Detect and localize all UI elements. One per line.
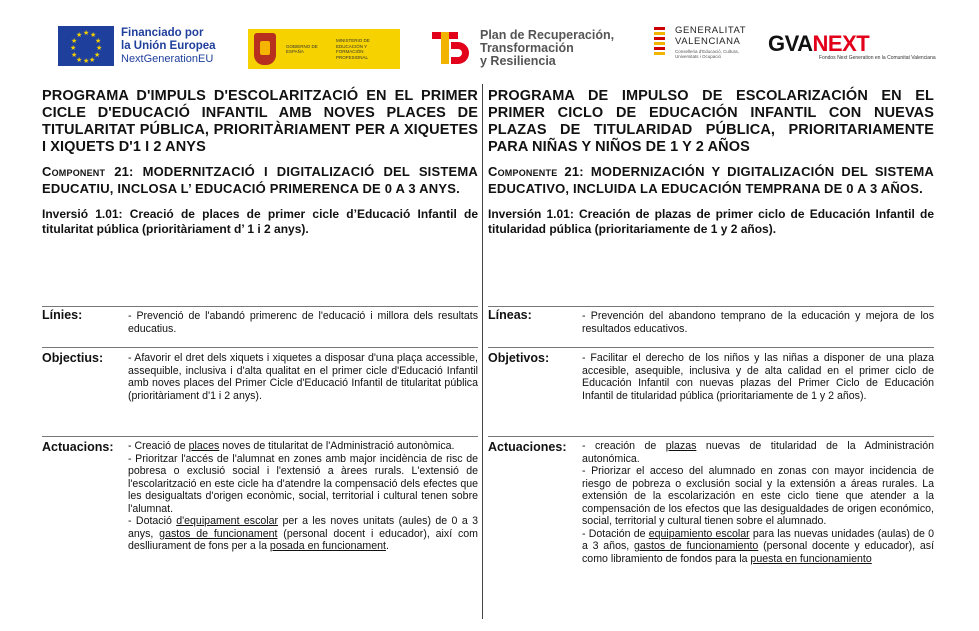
action-text: - Creació de [128, 440, 189, 452]
objectives-text: - Afavorir el dret dels xiquets i xiquetes a disposar d'una plaça accessible, assequible, inclusiva i d'alta qualitat en el primer cicle d'Educació Infantil amb noves places del Primer Cicle d'Educació Infantil de titularitat pública (prioritàriament d'1 i 2 anys). [128, 352, 478, 402]
actions-label: Actuacions: [42, 440, 114, 454]
prtr-line-3: y Resiliencia [480, 53, 556, 68]
lines-label: Línies: [42, 308, 83, 322]
action-item [582, 528, 934, 566]
action-text: - Dotación de [582, 527, 649, 540]
action-text: nuevas de titularidad de la Administración autonómica. [582, 440, 934, 465]
tr-mark-icon [432, 28, 472, 68]
action-text: para las nuevas unidades (aulas) de 0 a 3 años, [582, 527, 935, 552]
action-item [128, 440, 478, 453]
action-text: - Dotació [128, 515, 177, 527]
action-text: (personal docent i educador), així com deslliurament de fons per a la [128, 527, 478, 552]
gvanext-sub: Fondos Next Generation en la Comunitat Valenciana [819, 55, 936, 61]
lines-text: - Prevenció de l'abandó primerenc de l'educació i millora dels resultats educatius. [128, 310, 478, 335]
eu-flag-icon: ★ ★ ★ ★ ★ ★ ★ ★ ★ ★ ★ ★ [58, 26, 114, 66]
coat-of-arms-icon [254, 33, 276, 65]
action-item: - Prioritzar l'accés de l'alumnat en zones amb major incidència de risc de pobresa o exclusió social i l'extensió a àrees rurals. L'extensió de l'escolarització en este cicle ha d'atendre la compensació dels efectes que les desigualtats d'origen econòmic, social, territorial i cultural tenen sobre l'alumnat. [128, 452, 478, 515]
eu-logo [58, 26, 216, 66]
action-item: - Priorizar el acceso del alumnado en zonas con mayor incidencia de riesgo de pobreza o exclusión social y la extensión a áreas rurales. La extensión de la escolarización en este ciclo tiene que atender a la compensación de los efectos que las desigualdades de origen económico, social, territorial y cultural tienen sobre el alumnado. [582, 465, 934, 527]
actions-text [582, 440, 934, 565]
action-underlined: puesta en funcionamiento [750, 552, 872, 565]
investment-heading: Inversió 1.01: Creació de places de primer cicle d’Educació Infantil de titularitat pública (prioritàriament d’ 1 i 2 anys). [42, 207, 478, 236]
actions-text [128, 440, 478, 553]
valencian-column [42, 88, 479, 552]
gva-line-2: VALENCIANA [675, 36, 741, 47]
action-underlined: plazas [665, 440, 697, 452]
component-rest: 21: MODERNITZACIÓ I DIGITALIZACIÓ DEL SISTEMA EDUCATIU, INCLOSA L’ EDUCACIÓ PRIMERENCA DE 0 A 3 ANYS. [42, 164, 478, 196]
gob-line-1: GOBIERNO DE ESPAÑA [286, 43, 318, 54]
action-underlined: d'equipament escolar [176, 515, 279, 527]
action-underlined: gastos de funcionamiento [633, 540, 759, 552]
gvanext-b: NEXT [812, 31, 870, 56]
objectives-text: - Facilitar el derecho de los niños y las niñas a disponer de una plaza accesible, asequible, inclusiva y de alta calidad en el primer ciclo de Educación Infantil con nuevas plazas del Primer Ciclo de Educación Infantil de titularidad pública (prioritariamente de 1 y 2 años). [582, 352, 934, 402]
row-separator [42, 347, 478, 348]
row-separator [42, 306, 478, 307]
action-text: - creación de [582, 440, 666, 452]
program-title: PROGRAMA D'IMPULS D'ESCOLARITZACIÓ EN EL PRIMER CICLE D'EDUCACIÓ INFANTIL AMB NOVES PLACES DE TITULARITAT PÚBLICA, PRIORITÀRIAMENT PER A XIQUETES I XIQUETS D'1 I 2 ANYS [42, 88, 478, 155]
action-item [582, 440, 934, 465]
generalitat-logo [652, 25, 755, 59]
objectives-label: Objectius: [42, 351, 104, 365]
gobierno-logo [248, 29, 400, 69]
action-underlined: equipamiento escolar [648, 527, 750, 540]
action-underlined: posada en funcionament [269, 540, 386, 552]
eu-line-3: NextGenerationEU [121, 52, 214, 65]
action-text: noves de titularitat de l'Administració autonòmica. [219, 440, 455, 452]
component-prefix: Component [42, 164, 106, 179]
investment-heading: Inversión 1.01: Creación de plazas de primer ciclo de Educación Infantil de titularidad pública (prioritariamente de 1 y 2 años). [488, 207, 934, 236]
action-text: per a les noves unitats (aules) de 0 a 3 anys, [128, 515, 479, 540]
component-prefix: Componente [488, 164, 558, 179]
component-rest: 21: MODERNIZACIÓN Y DIGITALIZACIÓN DEL SISTEMA EDUCATIVO, INCLUIDA LA EDUCACIÓN TEMPRANA DE 0 A 3 AÑOS. [488, 164, 934, 196]
logo-bar [0, 0, 979, 82]
eu-line-1: Financiado por [121, 26, 204, 39]
column-divider [482, 84, 483, 619]
row-separator [488, 306, 934, 307]
component-heading [488, 163, 934, 197]
row-separator [488, 436, 934, 437]
action-item [128, 515, 478, 553]
action-underlined: places [188, 440, 220, 452]
action-text: (personal docente y educador), así como libramiento de fondos para la [582, 540, 935, 565]
lines-label: Líneas: [488, 308, 532, 322]
gvanext-logo [768, 33, 936, 61]
actions-label: Actuaciones: [488, 440, 567, 454]
action-text: . [385, 540, 389, 552]
lines-text: - Prevención del abandono temprano de la educación y mejora de los resultados educativos. [582, 310, 934, 335]
gva-shield-icon [652, 25, 667, 59]
gva-line-1: GENERALITAT [675, 25, 747, 36]
row-separator [488, 347, 934, 348]
action-underlined: gastos de funcionament [159, 527, 278, 540]
program-title: PROGRAMA DE IMPULSO DE ESCOLARIZACIÓN EN EL PRIMER CICLO DE EDUCACIÓN INFANTIL CON NUEVAS PLAZAS DE TITULARIDAD PÚBLICA, PRIORITARIAMENTE PARA NIÑAS Y NIÑOS DE 1 Y 2 AÑOS [488, 88, 934, 155]
row-separator [42, 436, 478, 437]
prtr-line-1: Plan de Recuperación, [480, 27, 615, 42]
prtr-logo [432, 28, 614, 68]
gva-sub: Conselleria d'Educació, Cultura, Universitats i Ocupació [675, 49, 739, 59]
spanish-column [488, 88, 935, 565]
gob-line-2: MINISTERIO DE EDUCACIÓN Y FORMACIÓN PROFESIONAL [336, 38, 370, 60]
eu-line-2: la Unión Europea [121, 39, 216, 52]
prtr-line-2: Transformación [480, 40, 574, 55]
component-heading [42, 163, 478, 197]
gvanext-a: GVA [768, 31, 813, 56]
objectives-label: Objetivos: [488, 351, 550, 365]
